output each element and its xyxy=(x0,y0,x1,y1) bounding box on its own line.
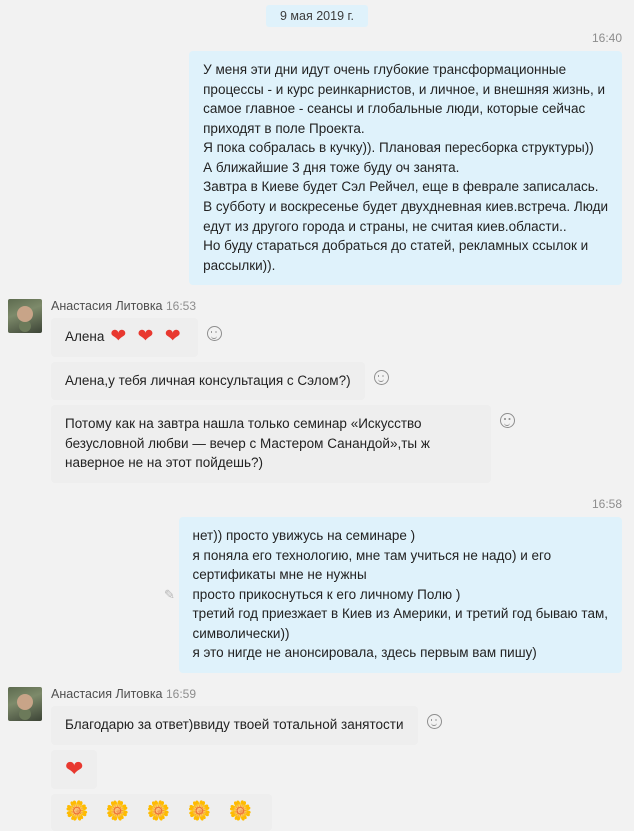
message-bubble[interactable] xyxy=(51,405,491,483)
message-line: я это нигде не анонсировала, здесь первым вам пишу) xyxy=(192,645,537,661)
message-bubble[interactable] xyxy=(51,362,365,401)
sender-name-text: Анастасия Литовка xyxy=(51,686,163,701)
message-line: рассылки)). xyxy=(203,257,276,273)
message-line-wrap xyxy=(51,318,634,357)
message-line: приходят в поле Проекта. xyxy=(203,120,365,136)
message-line: А ближайшие 3 дня тоже буду оч занята. xyxy=(203,159,460,175)
message-text: Благодарю за ответ)ввиду твоей тотальной занятости xyxy=(65,716,404,732)
heart-emoji: ❤ ❤ ❤ xyxy=(110,326,184,348)
message-line: сертификаты мне не нужны xyxy=(192,567,367,583)
message-line: Я пока собралась в кучку)). Плановая пересборка структуры)) xyxy=(203,140,594,156)
message-line-wrap xyxy=(51,794,634,831)
message-row-incoming xyxy=(0,687,634,831)
heart-emoji: ❤ xyxy=(65,755,84,781)
message-line: я поняла его технологию, мне там учиться не надо) и его xyxy=(192,547,552,563)
message-line: символически)) xyxy=(192,625,290,641)
sender-name xyxy=(51,299,634,313)
message-text: Алена xyxy=(65,329,105,345)
smiley-reaction-icon[interactable] xyxy=(427,714,442,729)
date-divider: 9 мая 2019 г. xyxy=(266,5,368,27)
message-line: самое главное - сеансы и глобальные люди, которые сейчас xyxy=(203,101,586,117)
message-time: 16:53 xyxy=(166,299,197,314)
message-time: 16:59 xyxy=(166,686,197,701)
message-line: нет)) просто увижусь на семинаре ) xyxy=(192,528,416,543)
message-line-wrap xyxy=(51,706,634,745)
message-bubble[interactable] xyxy=(51,706,418,745)
message-line: процессы - и курс реинкарнистов, и личное, и внешняя жизнь, и xyxy=(203,81,605,97)
message-line: Но буду стараться добраться до статей, рекламных ссылок и xyxy=(203,238,589,254)
message-bubble[interactable] xyxy=(51,794,272,831)
edit-pencil-icon[interactable]: ✎ xyxy=(164,586,175,602)
message-time: 16:40 xyxy=(591,31,622,45)
avatar[interactable] xyxy=(8,299,42,333)
sender-name-text: Анастасия Литовка xyxy=(51,299,163,314)
flower-emoji-row: 🌼 🌼 🌼 🌼 🌼 xyxy=(65,801,259,823)
message-line-wrap xyxy=(51,362,634,401)
message-bubble[interactable] xyxy=(179,517,623,673)
message-line: У меня эти дни идут очень глубокие трансформационные xyxy=(203,62,567,77)
message-time: 16:58 xyxy=(591,497,622,511)
smiley-reaction-icon[interactable] xyxy=(374,370,389,385)
message-line-wrap xyxy=(51,750,634,790)
avatar[interactable] xyxy=(8,687,42,721)
message-bubble[interactable] xyxy=(189,51,622,285)
message-line-wrap xyxy=(51,405,634,483)
message-line: Завтра в Киеве будет Сэл Рейчел, еще в феврале записалась. xyxy=(203,179,599,195)
date-divider-row xyxy=(0,0,634,27)
message-group xyxy=(51,299,634,483)
message-row-incoming xyxy=(0,299,634,483)
message-text: Потому как на завтра нашла только семинар «Искусство безусловной любви — вечер с Мастером Санандой»,ты ж наверное не на этот пойдешь?) xyxy=(65,416,430,471)
message-row-outgoing xyxy=(0,51,634,285)
message-line: едут из другого города и страны, не считая киев.области.. xyxy=(203,218,567,234)
message-bubble[interactable] xyxy=(51,750,97,790)
message-bubble[interactable] xyxy=(51,318,198,357)
message-line: В субботу и воскресенье будет двухдневная киев.встреча. Люди xyxy=(203,198,608,214)
smiley-reaction-icon[interactable] xyxy=(500,413,515,428)
smiley-reaction-icon[interactable] xyxy=(207,326,222,341)
message-group xyxy=(51,687,634,831)
sender-name xyxy=(51,687,634,701)
message-text: Алена,у тебя личная консультация с Сэлом?) xyxy=(65,372,351,388)
message-row-outgoing xyxy=(0,517,634,673)
message-line: третий год приезжает в Киев из Америки, и третий год бываю там, xyxy=(192,606,608,622)
message-line: просто прикоснуться к его личному Полю ) xyxy=(192,586,461,602)
